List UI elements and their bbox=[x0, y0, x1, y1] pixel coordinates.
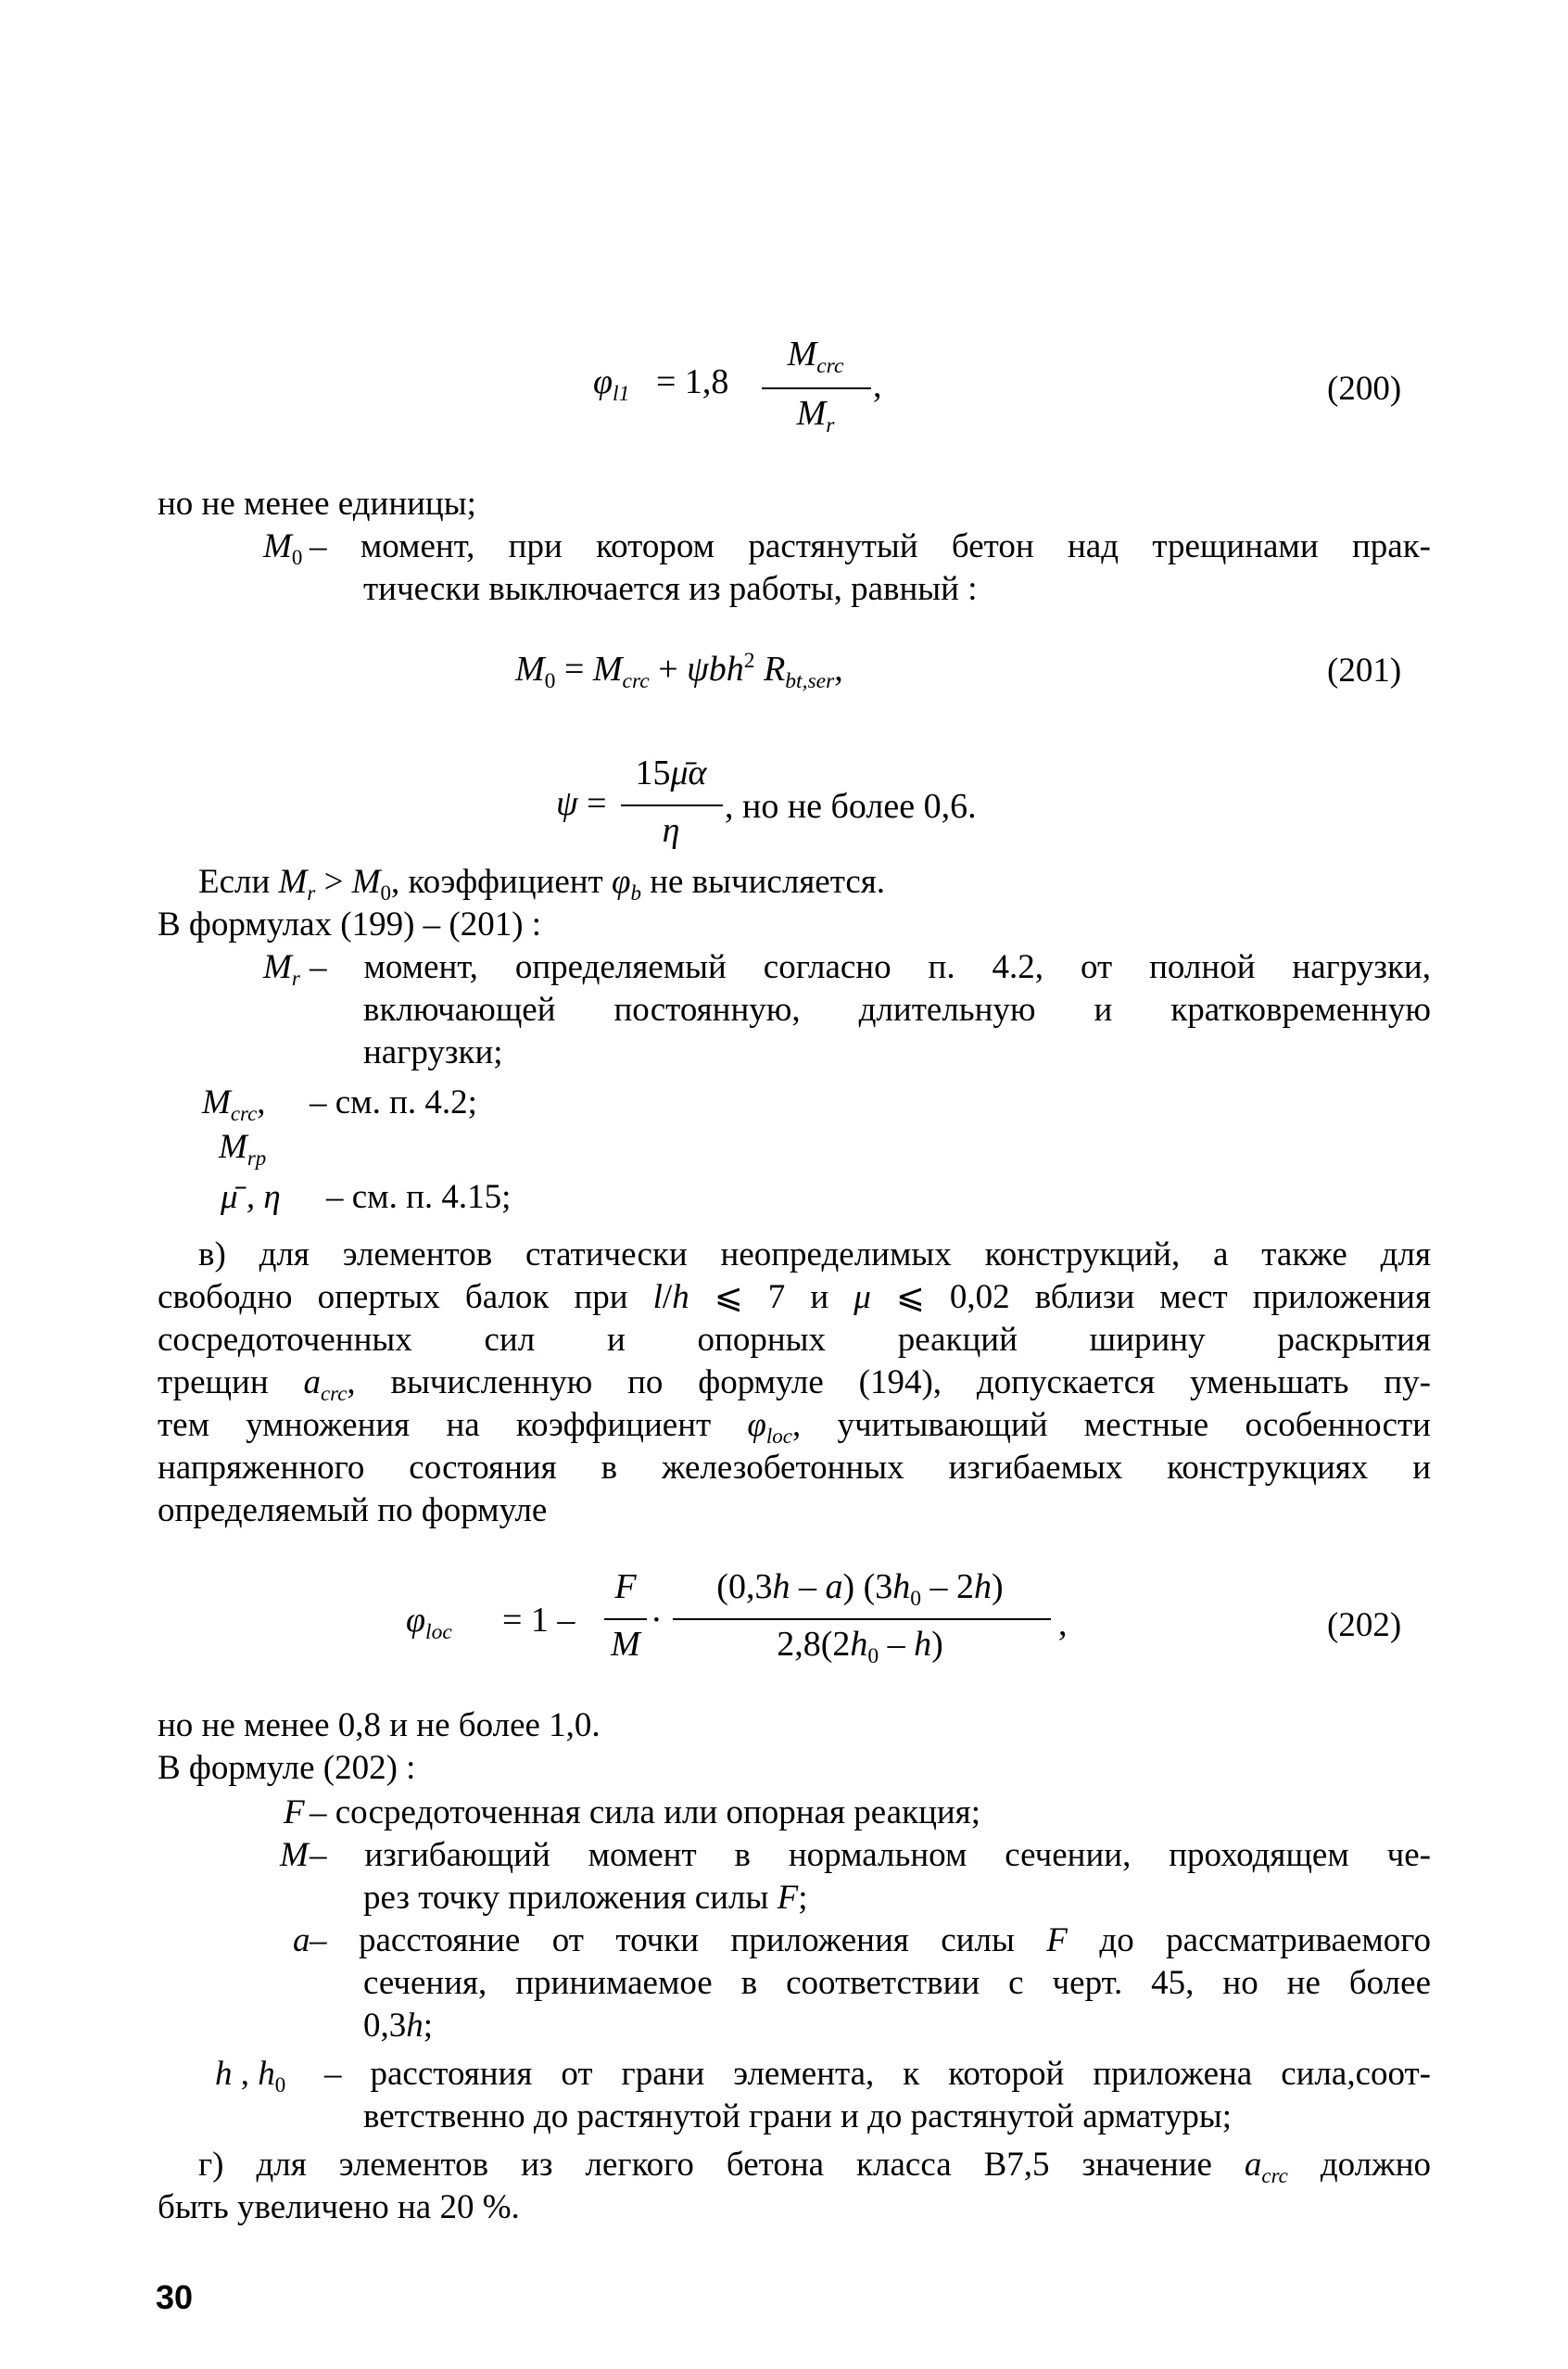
def-m0-line2: тически выключается из работы, равный : bbox=[363, 570, 978, 608]
def-m-line2: рез точку приложения силы F; bbox=[363, 1879, 808, 1917]
def-mr-line2: включающей постоянную, длительную и кратковременную bbox=[363, 991, 1431, 1029]
def-mu-eta-text: – см. п. 4.15; bbox=[326, 1178, 512, 1216]
def-h-line1: – расстояния от грани элемента, к которой приложена сила,соот- bbox=[324, 2055, 1431, 2093]
def-mr-line3: нагрузки; bbox=[363, 1033, 503, 1071]
eq200-fraction-bar bbox=[762, 387, 871, 389]
psi-eq-denominator: η bbox=[662, 811, 680, 850]
def-mr-symbol: $M_r$ bbox=[263, 948, 300, 991]
text-not-less-08: но не менее 0,8 и не более 1,0. bbox=[158, 1706, 601, 1744]
psi-eq-numerator: 15μ̄α bbox=[635, 754, 707, 792]
eq202-comma: , bbox=[1058, 1604, 1068, 1643]
def-mr-line1: – момент, определяемый согласно п. 4.2, от полной нагрузки, bbox=[310, 948, 1431, 986]
eq200-comma: , bbox=[873, 366, 882, 405]
def-m-symbol: M bbox=[280, 1836, 309, 1874]
psi-eq-tail: , но не более 0,6. bbox=[725, 787, 977, 826]
eq201-number: (201) bbox=[1327, 652, 1402, 690]
eq202-number: (202) bbox=[1327, 1606, 1402, 1644]
para-v-line5: тем умножения на коэффициент $\varphi_{loc}$, учитывающий местные особенности bbox=[158, 1406, 1431, 1449]
def-h-symbol: h , $h_0$ bbox=[215, 2055, 286, 2097]
def-m-line1: – изгибающий момент в нормальном сечении, проходящем че- bbox=[310, 1836, 1431, 1874]
def-a-symbol: a bbox=[293, 1921, 310, 1959]
eq202-dot: · bbox=[651, 1601, 663, 1640]
eq202-f-bar bbox=[604, 1618, 647, 1620]
eq200-numerator: $M_{crc}$ bbox=[787, 335, 844, 379]
def-f-symbol: F bbox=[284, 1793, 305, 1831]
eq202-f-numerator: F bbox=[614, 1567, 637, 1606]
eq202-f-denominator: M bbox=[611, 1625, 640, 1664]
eq200-number: (200) bbox=[1327, 370, 1402, 408]
def-a-line1: – расстояние от точки приложения силы F до рассматриваемого bbox=[310, 1921, 1431, 1959]
eq200-lhs: $\varphi_{l1}$ bbox=[593, 362, 630, 407]
psi-eq-fraction-bar bbox=[621, 804, 723, 806]
para-v-line3: сосредоточенных сил и опорных реакций ширину раскрытия bbox=[158, 1321, 1431, 1359]
def-m0-line1: – момент, при котором растянутый бетон над трещинами прак- bbox=[310, 527, 1431, 565]
para-v-line6: напряженного состояния в железобетонных изгибаемых конструкциях и bbox=[158, 1449, 1431, 1487]
para-v-line1: в) для элементов статически неопределимых конструкций, а также для bbox=[198, 1235, 1431, 1273]
text-not-less-one: но не менее единицы; bbox=[158, 485, 476, 523]
eq200-denominator: $M_r$ bbox=[796, 394, 835, 438]
para-g-line1: г) для элементов из легкого бетона класса В7,5 значение $a_{crc}$ должно bbox=[198, 2146, 1432, 2188]
eq200-equals: = 1,8 bbox=[656, 362, 729, 401]
def-a-line3: 0,3h; bbox=[363, 2007, 434, 2045]
eq202-big-bar bbox=[673, 1618, 1051, 1620]
text-in-formula-202: В формуле (202) : bbox=[158, 1749, 416, 1787]
text-in-formulas-199-201: В формулах (199) – (201) : bbox=[158, 906, 542, 944]
def-a-line2: сечения, принимаемое в соответствии с черт. 45, но не более bbox=[363, 1964, 1431, 2002]
def-m0-symbol: $M_0$ bbox=[263, 527, 303, 570]
eq202-big-denominator: $2,8(2h_0 - h)$ bbox=[777, 1625, 943, 1669]
eq202-big-numerator: (0,3h – a) $(3h_0 - 2h)$ bbox=[716, 1567, 1004, 1612]
psi-eq-lhs: ψ = bbox=[556, 784, 607, 823]
def-mu-eta-symbol: μ̄ , η bbox=[221, 1178, 281, 1216]
def-f-text: – сосредоточенная сила или опорная реакция; bbox=[310, 1793, 980, 1831]
def-mcrc-text: – см. п. 4.2; bbox=[310, 1083, 477, 1121]
text-if-mr-gt-m0: Если $M_r > M_0$, коэффициент $\varphi_b$ не вычисляется. bbox=[198, 863, 886, 906]
eq202-lhs: $\varphi_{loc}$ bbox=[406, 1601, 452, 1645]
para-g-line2: быть увеличено на 20 %. bbox=[158, 2188, 520, 2226]
eq201-formula: $M_0 = M_{crc} + \psi bh^2$ $R_{bt,ser}$, bbox=[515, 648, 843, 694]
def-mcrc-symbol: $M_{crc}$, bbox=[202, 1083, 266, 1126]
para-v-line4: трещин $a_{crc}$, вычисленную по формуле (194), допускается уменьшать пу- bbox=[158, 1363, 1431, 1406]
para-v-line7: определяемый по формуле bbox=[158, 1491, 548, 1529]
eq202-eq: = 1 – bbox=[502, 1601, 575, 1640]
para-v-line2: свободно опертых балок при l/h ⩽ 7 и μ ⩽ 0,02 вблизи мест приложения bbox=[158, 1278, 1431, 1316]
page-number: 30 bbox=[156, 2278, 194, 2316]
def-mrp-symbol: $M_{rp}$ bbox=[219, 1128, 267, 1171]
def-h-line2: ветственно до растянутой грани и до растянутой арматуры; bbox=[363, 2097, 1233, 2135]
